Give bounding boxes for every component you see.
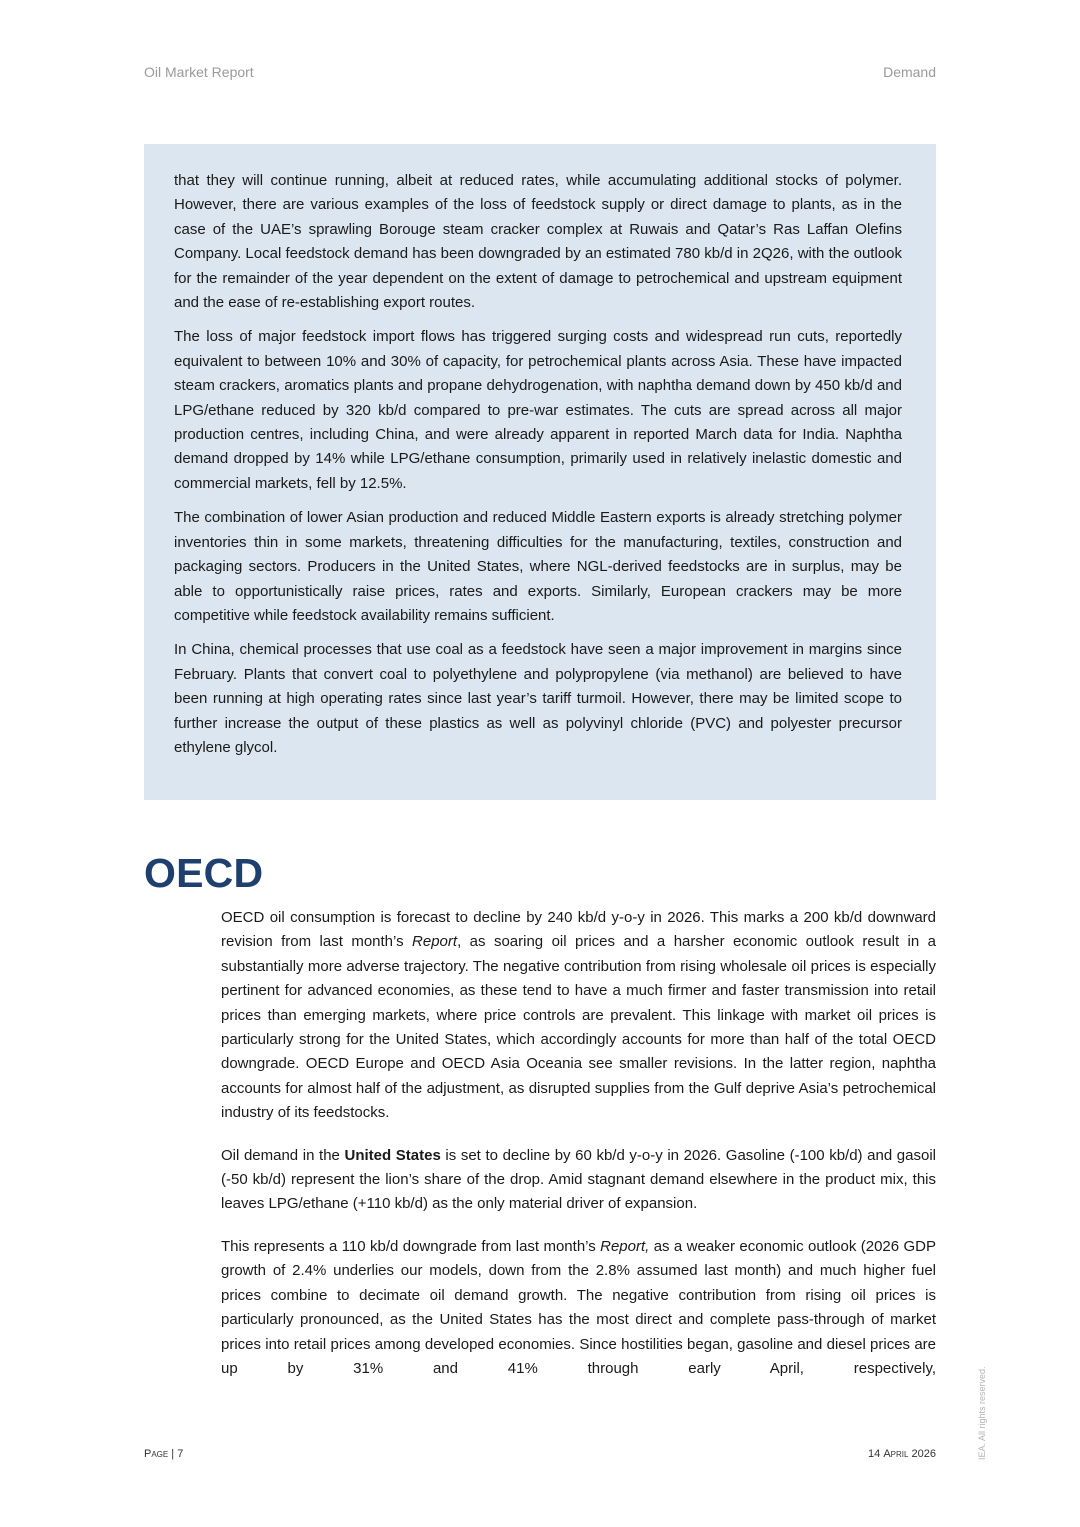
body-paragraph-2-part-b: is set to decline by 60 kb/d y-o-y in 2026. Gasoline (-100 kb/d) and gasoil (-50 kb/d) represent the lion’s share of the drop. Amid stagnant demand elsewhere in the product mix, this leaves LPG/ethane (+110 kb/d) as the only material driver of expansion.: [221, 1146, 936, 1213]
body-paragraph-1: [221, 906, 936, 1126]
body-paragraph-3-part-a: This represents a 110 kb/d downgrade from last month’s: [221, 1237, 601, 1255]
copyright-note: IEA. All rights reserved.: [977, 1366, 987, 1460]
united-states-bold: United States: [344, 1146, 441, 1164]
publication-date: [868, 1448, 936, 1460]
report-italic-2: Report,: [600, 1237, 650, 1255]
main-body-text: [221, 906, 936, 1399]
date-month: April: [883, 1448, 909, 1460]
body-paragraph-1-part-a: OECD oil consumption is forecast to decline by 240 kb/d y-o-y in 2026. This marks a 200 kb/d downward revision from last month’s: [221, 909, 936, 951]
box-paragraph-1: that they will continue running, albeit at reduced rates, while accumulating additional stocks of polymer. However, there are various examples of the loss of feedstock supply or direct damage to plants, as in the case of the UAE’s sprawling Borouge steam cracker complex at Ruwais and Qatar’s Ras Laffan Olefins Company. Local feedstock demand has been downgraded by an estimated 780 kb/d in 2Q26, with the outlook for the remainder of the year dependent on the extent of damage to petrochemical and upstream equipment and the ease of re-establishing export routes.: [174, 172, 902, 312]
box-paragraph-3: The combination of lower Asian production and reduced Middle Eastern exports is already stretching polymer inventories thin in some markets, threatening difficulties for the manufacturing, textiles, construction and packaging sectors. Producers in the United States, where NGL-derived feedstocks are in surplus, may be able to opportunistically raise prices, rates and exports. Similarly, European crackers may be more competitive while feedstock availability remains sufficient.: [174, 509, 902, 624]
body-paragraph-2-part-a: Oil demand in the: [221, 1146, 345, 1164]
page-number: 7: [177, 1448, 184, 1460]
report-italic: Report: [412, 933, 458, 951]
body-paragraph-2: [221, 1144, 936, 1217]
header-report-title: Oil Market Report: [144, 64, 254, 80]
body-paragraph-3-part-b: as a weaker economic outlook (2026 GDP growth of 2.4% underlies our models, down from the 2.8% assumed last month) and much higher fuel prices combine to decimate oil demand growth. The negative contribution from rising oil prices is particularly pronounced, as the United States has the most direct and complete pass-through of market prices into retail prices among developed economies. Since hostilities began, gasoline and diesel prices are up by 31% and 41% through early April, respectively,: [221, 1237, 936, 1377]
header-section-name: Demand: [883, 64, 936, 80]
body-paragraph-3: [221, 1235, 936, 1381]
page-word: Page: [144, 1448, 169, 1460]
page-separator: |: [168, 1448, 178, 1460]
section-title: OECD: [144, 850, 264, 896]
date-year: 2026: [908, 1448, 936, 1460]
shaded-text-box: [144, 144, 936, 800]
date-day: 14: [868, 1448, 884, 1460]
body-paragraph-1-part-b: , as soaring oil prices and a harsher economic outlook result in a substantially more adverse trajectory. The negative contribution from rising wholesale oil prices is especially pertinent for advanced economies, as these tend to have a much firmer and faster transmission into retail prices than emerging markets, where price controls are prevalent. This linkage with market oil prices is particularly strong for the United States, which accordingly accounts for more than half of the total OECD downgrade. OECD Europe and OECD Asia Oceania see smaller revisions. In the latter region, naphtha accounts for almost half of the adjustment, as disrupted supplies from the Gulf deprive Asia’s petrochemical industry of its feedstocks.: [221, 933, 937, 1122]
page-number-label: [144, 1448, 183, 1460]
box-paragraph-4: In China, chemical processes that use coal as a feedstock have seen a major improvement in margins since February. Plants that convert coal to polyethylene and polypropylene (via methanol) are believed to have been running at high operating rates since last year’s tariff turmoil. However, there may be limited scope to further increase the output of these plastics as well as polyvinyl chloride (PVC) and polyester precursor ethylene glycol.: [174, 641, 902, 756]
box-paragraph-2: The loss of major feedstock import flows has triggered surging costs and widespread run cuts, reportedly equivalent to between 10% and 30% of capacity, for petrochemical plants across Asia. These have impacted steam crackers, aromatics plants and propane dehydrogenation, with naphtha demand down by 450 kb/d and LPG/ethane reduced by 320 kb/d compared to pre-war estimates. The cuts are spread across all major production centres, including China, and were already apparent in reported March data for India. Naphtha demand dropped by 14% while LPG/ethane consumption, primarily used in relatively inelastic domestic and commercial markets, fell by 12.5%.: [174, 328, 902, 492]
